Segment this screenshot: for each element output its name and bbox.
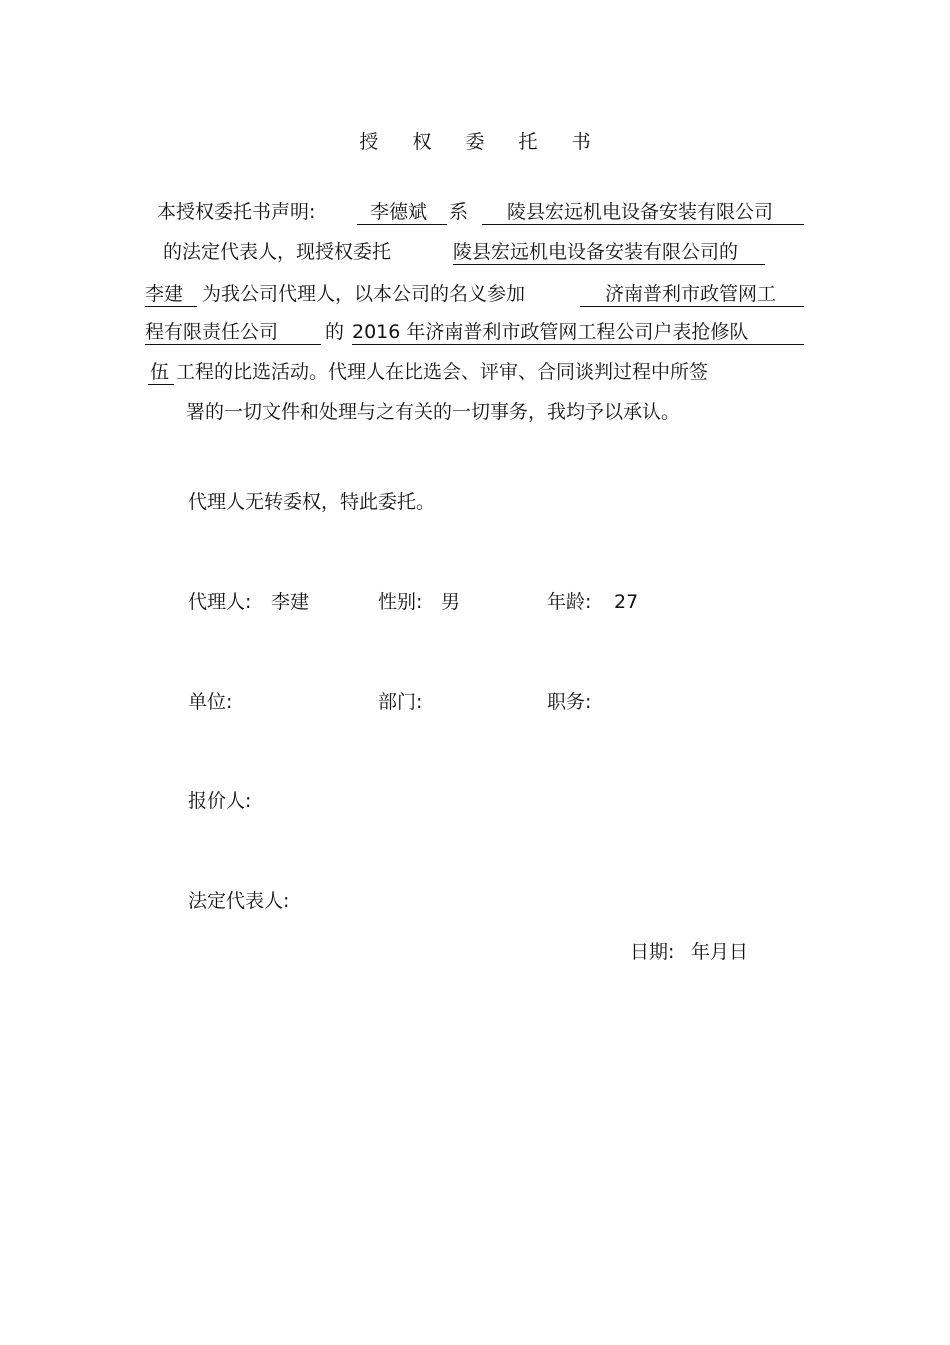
project-underline-2 — [148, 384, 174, 385]
project-name-part2: 伍 — [150, 361, 170, 383]
legal-representative-label: 法定代表人: — [188, 890, 290, 912]
representative-underline — [357, 224, 447, 225]
unit-label: 单位: — [188, 691, 233, 713]
company-name: 陵县宏远机电设备安装有限公司 — [507, 201, 774, 223]
connector-de: 的 — [325, 321, 345, 343]
date-value: 年月日 — [691, 941, 749, 963]
agent-name-value: 李建 — [271, 591, 310, 613]
gender-label: 性别: — [378, 591, 423, 613]
no-delegation-statement: 代理人无转委权，特此委托。 — [188, 491, 436, 513]
declaration-prefix: 本授权委托书声明: — [157, 201, 316, 223]
age-label: 年龄: — [547, 591, 592, 613]
authorized-company-underline — [453, 264, 765, 265]
authorized-company: 陵县宏远机电设备安装有限公司的 — [453, 241, 739, 263]
position-label: 职务: — [547, 691, 592, 713]
department-label: 部门: — [378, 691, 423, 713]
project-name-part1: 2016 年济南普利市政管网工程公司户表抢修队 — [352, 321, 749, 343]
client-name-part2: 程有限责任公司 — [145, 321, 279, 343]
legal-rep-authorize-text: 的法定代表人，现授权委托 — [163, 241, 392, 263]
activity-description: 工程的比选活动。代理人在比选会、评审、合同谈判过程中所签 — [176, 361, 709, 383]
agent-name-label: 代理人: — [188, 591, 252, 613]
client-underline-2 — [145, 344, 321, 345]
company-underline — [482, 224, 804, 225]
bidder-label: 报价人: — [188, 790, 252, 812]
project-underline-1 — [352, 344, 804, 345]
acknowledgement-text: 署的一切文件和处理与之有关的一切事务，我均予以承认。 — [186, 401, 681, 423]
agent-underline — [145, 306, 197, 307]
legal-representative-name: 李德斌 — [370, 201, 428, 223]
age-value: 27 — [614, 591, 639, 613]
gender-value: 男 — [441, 591, 461, 613]
agent-name-inline: 李建 — [145, 283, 184, 305]
client-name-part1: 济南普利市政管网工 — [605, 283, 777, 305]
document-title: 授 权 委 托 书 — [359, 131, 605, 153]
client-underline-1 — [580, 306, 804, 307]
connector-xi: 系 — [449, 201, 469, 223]
agent-role-text: 为我公司代理人，以本公司的名义参加 — [202, 283, 526, 305]
date-label: 日期: — [630, 941, 675, 963]
